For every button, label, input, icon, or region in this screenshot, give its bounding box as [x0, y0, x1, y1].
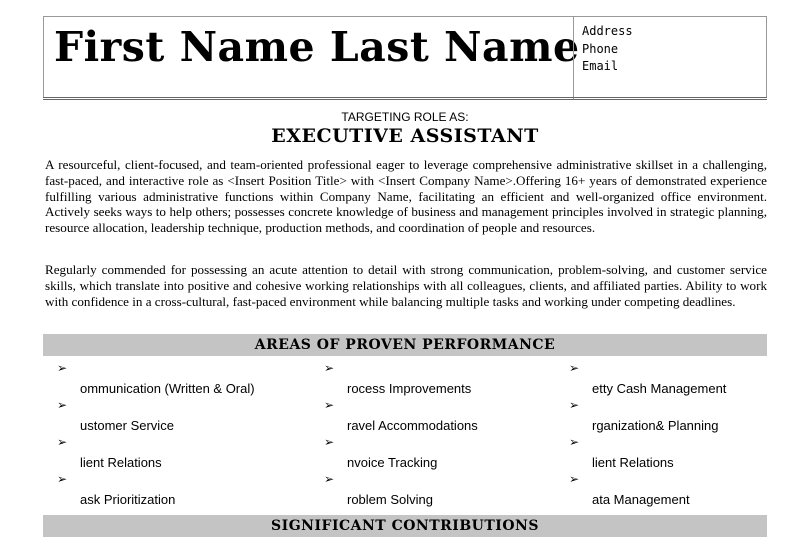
email-label: Email [582, 59, 619, 73]
bullet-arrow-icon: ➢ [569, 435, 580, 449]
bullet-arrow-icon: ➢ [324, 472, 335, 486]
address-label: Address [582, 24, 633, 38]
bullet-arrow-icon: ➢ [569, 472, 580, 486]
bullet-arrow-icon: ➢ [57, 435, 68, 449]
candidate-name: First Name Last Name [54, 23, 580, 71]
bullet-arrow-icon: ➢ [324, 398, 335, 412]
bullet-arrow-icon: ➢ [569, 398, 580, 412]
bullet-arrow-icon: ➢ [57, 398, 68, 412]
bullet-arrow-icon: ➢ [569, 361, 580, 375]
header-divider [43, 97, 767, 100]
phone-label: Phone [582, 41, 619, 56]
role-title: EXECUTIVE ASSISTANT [271, 125, 539, 147]
contact-block [573, 17, 767, 99]
summary-paragraph-2: Regularly commended for possessing an acute attention to detail with strong communication, problem-solving, and customer service skills, which translate into positive and cohesive working relationships with all colleagues, clients, and affiliated parties. Ability to work with confidence in a cross-cultural, fast-paced environment while balancing multiple tasks and working under competing deadlines. [45, 262, 767, 309]
summary-paragraph-1: A resourceful, client-focused, and team-oriented professional eager to leverage comprehensive administrative skillset in a challenging, fast-paced, and interactive role as <Insert Position Title> with <Insert Company Name>.Offering 16+ years of demonstrated experience fulfilling various administrative functions within Company Name, facilitating an efficient and well-organized office environment. Actively seeks ways to help others; possesses concrete knowledge of business and management principles involved in strategic planning, resource allocation, leadership technique, production methods, and coordination of people and resources. [45, 157, 767, 236]
section-heading-contributions: SIGNIFICANT CONTRIBUTIONS [43, 515, 767, 537]
bullet-arrow-icon: ➢ [324, 435, 335, 449]
section-heading-areas: AREAS OF PROVEN PERFORMANCE [43, 334, 767, 356]
resume-header [43, 16, 767, 98]
bullet-arrow-icon: ➢ [57, 472, 68, 486]
bullet-arrow-icon: ➢ [324, 361, 335, 375]
targeting-label: TARGETING ROLE AS: [341, 110, 469, 124]
bullet-arrow-icon: ➢ [57, 361, 68, 375]
